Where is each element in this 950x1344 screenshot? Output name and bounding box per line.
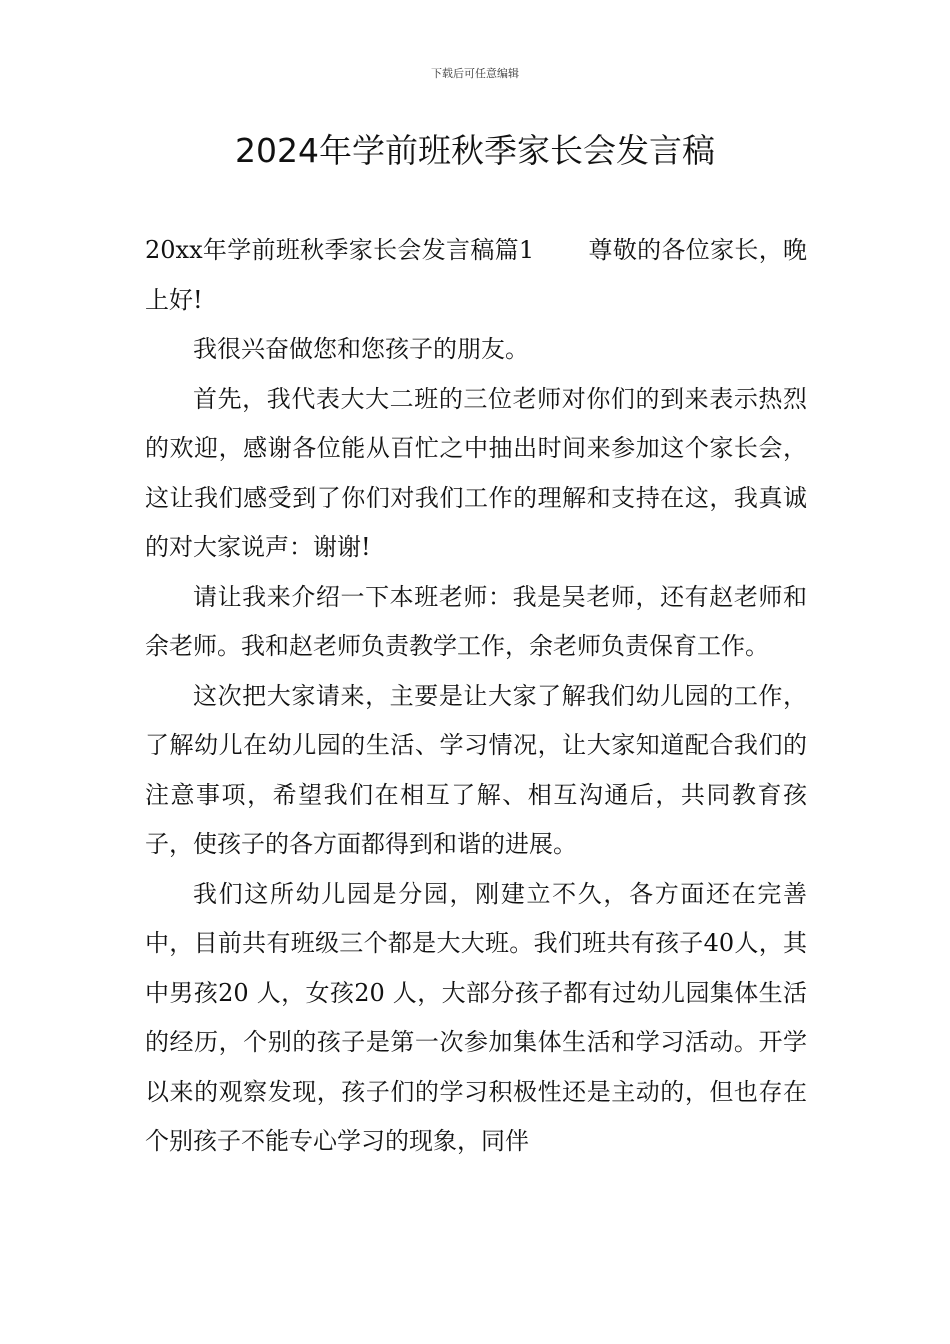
body-paragraph: 请让我来介绍一下本班老师：我是吴老师，还有赵老师和余老师。我和赵老师负责教学工作，余老师负责保育工作。 bbox=[145, 582, 807, 660]
intro-heading: 20xx年学前班秋季家长会发言稿篇1 bbox=[145, 236, 535, 264]
body-paragraph: 我很兴奋做您和您孩子的朋友。 bbox=[193, 335, 529, 363]
page-header-note: 下载后可任意编辑 bbox=[431, 67, 519, 80]
body-paragraph: 这次把大家请来，主要是让大家了解我们幼儿园的工作，了解幼儿在幼儿园的生活、学习情况，让大家知道配合我们的注意事项，希望我们在相互了解、相互沟通后，共同教育孩子，使孩子的各方面都得到和谐的进展。 bbox=[145, 681, 807, 858]
body-paragraph: 我们这所幼儿园是分园，刚建立不久，各方面还在完善中，目前共有班级三个都是大大班。我们班共有孩子40人，其中男孩20 人，女孩20 人，大部分孩子都有过幼儿园集体生活的经历，个别的孩子是第一次参加集体生活和学习活动。开学以来的观察发现，孩子们的学习积极性还是主动的，但也存在个别孩子不能专心学习的现象，同伴 bbox=[145, 879, 807, 1155]
intro-greeting: 尊敬的各位家长，晚上好! bbox=[145, 236, 808, 314]
body-paragraph: 首先，我代表大大二班的三位老师对你们的到来表示热烈的欢迎，感谢各位能从百忙之中抽出时间来参加这个家长会，这让我们感受到了你们对我们工作的理解和支持在这，我真诚的对大家说声：谢谢! bbox=[145, 384, 807, 561]
document-body bbox=[145, 226, 807, 1167]
intro-paragraph bbox=[145, 226, 807, 325]
document-title: 2024年学前班秋季家长会发言稿 bbox=[235, 131, 715, 170]
